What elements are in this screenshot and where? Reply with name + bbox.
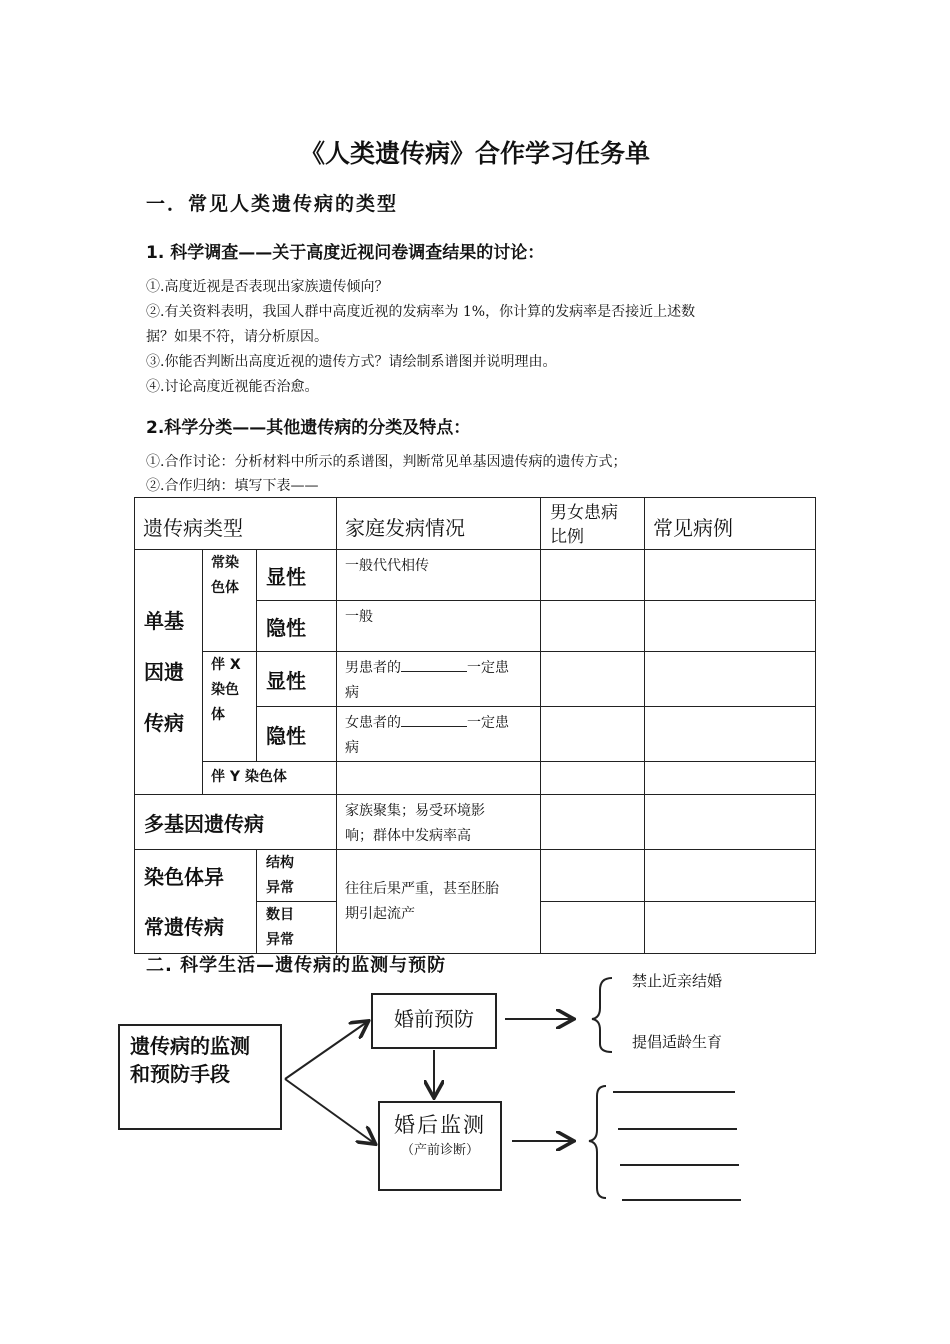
header-type: 遗传病类型 [135,498,337,550]
answer-cell[interactable] [645,550,816,601]
x-linked-dominant: 显性 [257,652,337,707]
answer-cell[interactable] [541,795,645,850]
answer-cell[interactable] [541,550,645,601]
subsection2-heading: 2.科学分类——其他遗传病的分类及特点： [146,418,471,438]
answer-cell[interactable] [645,601,816,652]
x-linked-label: 伴 X 染色 体 [203,652,257,762]
question-line: 据？如果不符，请分析原因。 [146,329,328,345]
answer-cell[interactable] [645,762,816,795]
answer-cell[interactable] [645,850,816,902]
measure-age: 提倡适龄生育 [632,1033,723,1051]
autosomal-dominant: 显性 [257,550,337,601]
genetic-disease-table [134,497,816,954]
chromosomal-label: 染色体异 常遗传病 [135,850,257,954]
fill-blank[interactable] [401,712,467,727]
answer-cell[interactable] [541,762,645,795]
section1-heading: 一．常见人类遗传病的类型 [146,193,399,215]
question-line: ④.讨论高度近视能否治愈。 [146,379,319,395]
x-linked-recessive: 隐性 [257,707,337,762]
header-family: 家庭发病情况 [337,498,541,550]
main-measures-box: 遗传病的监测 和预防手段 [118,1024,282,1130]
x-dominant-family: 男患者的 一定患 病 [337,652,541,707]
answer-cell[interactable] [645,902,816,954]
answer-cell[interactable] [645,652,816,707]
answer-cell[interactable] [541,601,645,652]
single-gene-label: 单基 因遗 传病 [135,550,203,795]
answer-cell[interactable] [541,902,645,954]
postmarital-brace [589,1086,606,1198]
autosomal-recessive: 隐性 [257,601,337,652]
postmarital-box: 婚后监测 （产前诊断） [378,1101,502,1191]
premarital-box: 婚前预防 [371,993,497,1049]
measure-consanguinity: 禁止近亲结婚 [632,972,723,990]
autosomal-dominant-family: 一般代代相传 [337,550,541,601]
header-ratio: 男女患病 比例 [541,498,645,550]
page-title: 《人类遗传病》合作学习任务单 [299,139,650,168]
answer-cell[interactable] [541,707,645,762]
autosomal-recessive-family: 一般 [337,601,541,652]
question-line: ①.高度近视是否表现出家族遗传倾向？ [146,279,389,295]
subsection1-heading: 1. 科学调查——关于高度近视问卷调查结果的讨论： [146,243,545,263]
header-examples: 常见病例 [645,498,816,550]
answer-cell[interactable] [337,762,541,795]
numerical-abnormal-label: 数目 异常 [257,902,337,954]
polygenic-label: 多基因遗传病 [135,795,337,850]
answer-cell[interactable] [645,795,816,850]
fill-blank[interactable] [401,657,467,672]
x-recessive-family: 女患者的 一定患 病 [337,707,541,762]
premarital-brace [592,978,612,1052]
instruction-line: ②.合作归纳：填写下表—— [146,478,319,494]
instruction-line: ①.合作讨论：分析材料中所示的系谱图，判断常见单基因遗传病的遗传方式； [146,454,627,470]
polygenic-family: 家族聚集；易受环境影 响；群体中发病率高 [337,795,541,850]
chromosomal-family: 往往后果严重，甚至胚胎 期引起流产 [337,850,541,954]
answer-cell[interactable] [541,652,645,707]
section2-heading: 二. 科学生活—遗传病的监测与预防 [146,955,447,976]
question-line: ②.有关资料表明，我国人群中高度近视的发病率为 1%，你计算的发病率是否接近上述数 [146,304,696,320]
answer-cell[interactable] [645,707,816,762]
arrow-to-postmarital [285,1079,374,1143]
arrow-to-premarital [285,1022,367,1079]
answer-cell[interactable] [541,850,645,902]
structural-abnormal-label: 结构 异常 [257,850,337,902]
autosomal-label: 常染 色体 [203,550,257,652]
flow-connectors [0,960,950,1220]
question-line: ③.你能否判断出高度近视的遗传方式？请绘制系谱图并说明理由。 [146,354,557,370]
y-linked-label: 伴 Y 染色体 [203,762,337,795]
